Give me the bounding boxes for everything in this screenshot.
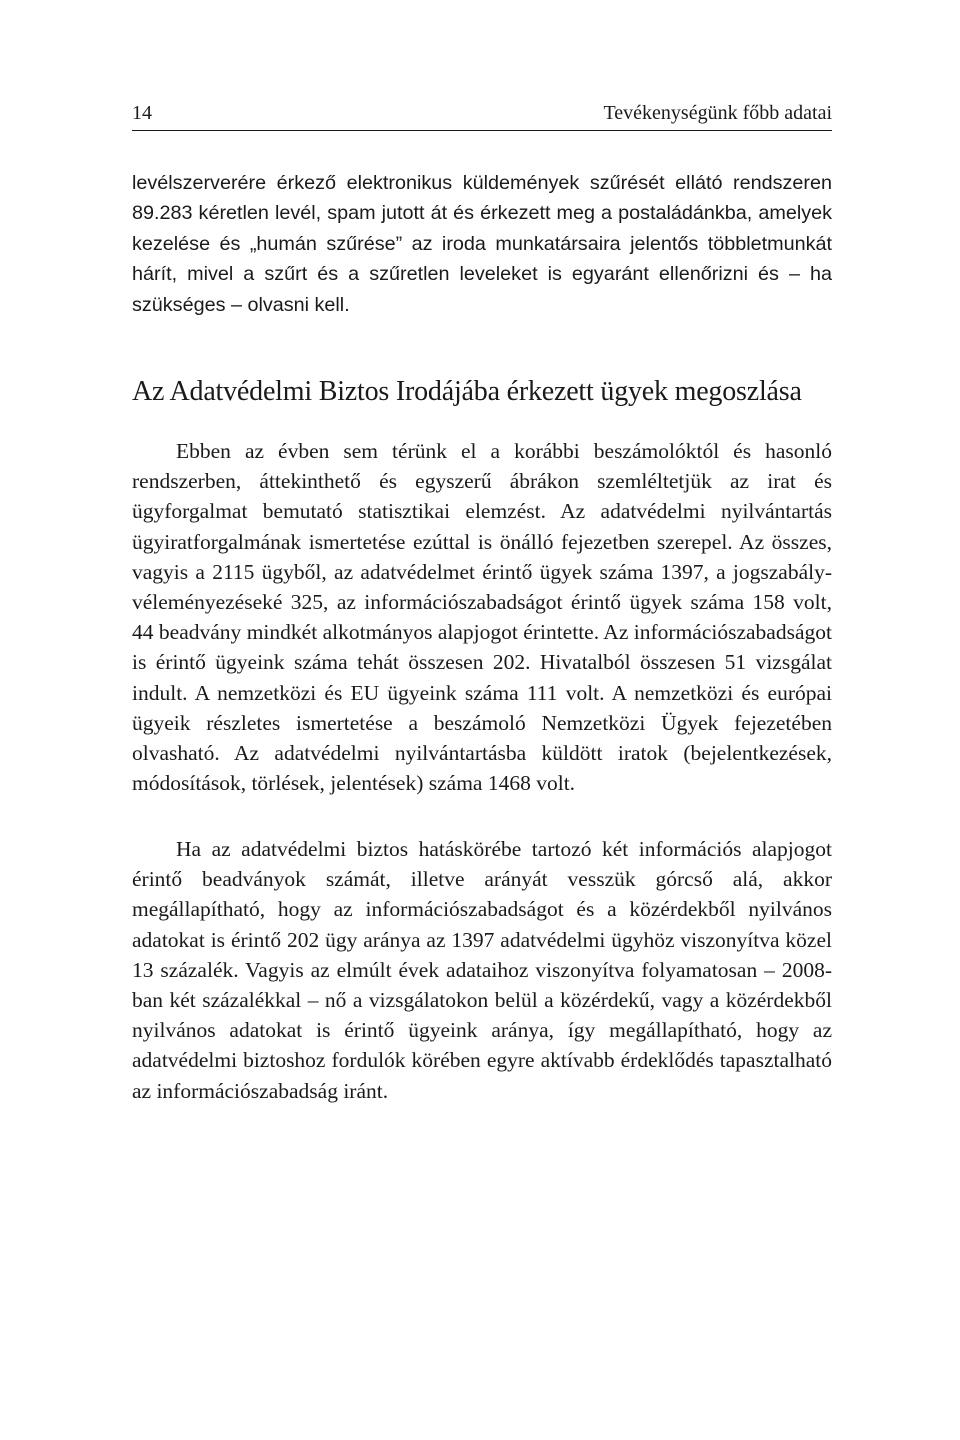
page-header bbox=[132, 100, 832, 131]
page-number: 14 bbox=[132, 102, 152, 124]
running-title: Tevékenységünk főbb adatai bbox=[603, 102, 832, 124]
intro-paragraph: levélszerverére érkező elektronikus küldemények szűrését ellátó rendszeren 89.283 kéretlen levél, spam jutott át és érkezett meg a postaládánkba, amelyek kezelése és „humán szűrése” az iroda munkatársaira jelentős többletmunkát hárít, mivel a szűrt és a szűretlen leveleket is egyaránt ellenőrizni és – ha szükséges – olvasni kell. bbox=[132, 172, 832, 316]
section-heading: Az Adatvédelmi Biztos Irodájába érkezett ügyek megoszlása bbox=[132, 376, 802, 407]
body-paragraph-2: Ha az adatvédelmi biztos hatáskörébe tartozó két információs alapjogot érintő beadványok számát, illetve arányát vesszük górcső alá, akkor megállapítható, hogy az információszabadságot és a közérdekből nyilvános adatokat is érintő 202 ügy aránya az 1397 adatvédelmi ügyhöz viszonyítva közel 13 százalék. Vagyis az elmúlt évek adataihoz viszonyítva folyamatosan – 2008-ban két százalékkal – nő a vizsgálatokon belül a közérdekű, vagy a közérdekből nyilvános adatokat is érintő ügyeink aránya, így megállapítható, hogy az adatvédelmi biztoshoz fordulók körében egyre aktívabb érdeklődés tapasztalható az információszabadság iránt. bbox=[132, 837, 832, 1103]
body-paragraph-1: Ebben az évben sem térünk el a korábbi beszámolóktól és hasonló rendszerben, áttekinthető és egyszerű ábrákon szemléltetjük az irat és ügyforgalmat bemutató statisztikai elemzést. Az adatvédelmi nyilvántartás ügyiratforgalmának ismertetése ezúttal is önálló fejezetben szerepel. Az összes, vagyis a 2115 ügyből, az adatvédelmet érintő ügyek száma 1397, a jogszabály-véleményezéseké 325, az információszabadságot érintő ügyek száma 158 volt, 44 beadvány mindkét alkotmányos alapjogot érintette. Az információszabadságot is érintő ügyeink száma tehát összesen 202. Hivatalból összesen 51 vizsgálat indult. A nemzetközi és EU ügyeink száma 111 volt. A nemzetközi és európai ügyeik részletes ismertetése a beszámoló Nemzetközi Ügyek fejezetében olvasható. Az adatvédelmi nyilvántartásba küldött iratok (bejelentkezések, módosítások, törlések, jelentések) száma 1468 volt. bbox=[132, 439, 832, 796]
